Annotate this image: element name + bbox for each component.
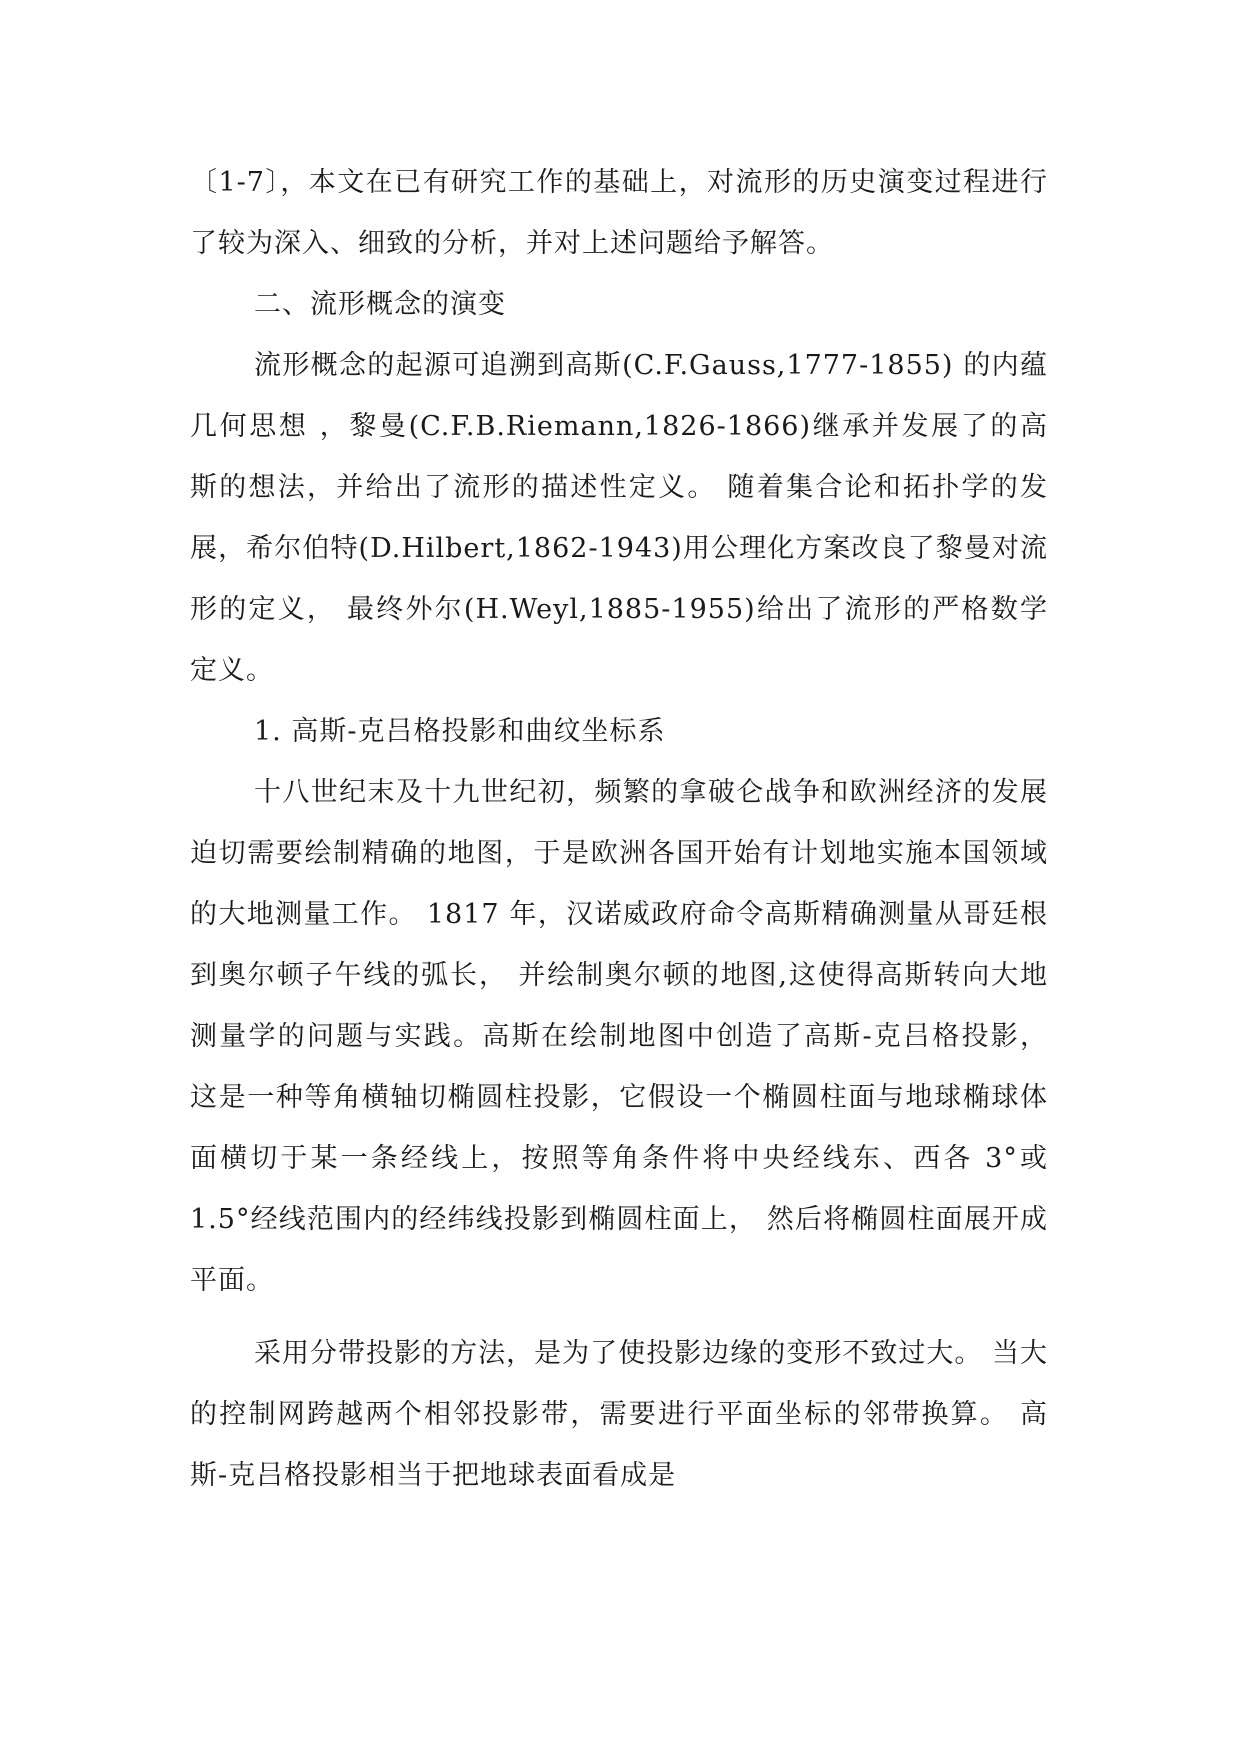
paragraph-manifold-origin: 流形概念的起源可追溯到高斯(C.F.Gauss,1777-1855) 的内蕴几何思想 ，黎曼(C.F.B.Riemann,1826-1866)继承并发展了的高斯的想法，并给出了流形的描述性定义。 随着集合论和拓扑学的发展，希尔伯特(D.Hilbert,1862-1943)用公理化方案改良了黎曼对流形的定义， 最终外尔(H.Weyl,1885-1955)给出了流形的严格数学定义。 xyxy=(190,350,1048,686)
paragraph-intro-continuation: 〔1-7〕，本文在已有研究工作的基础上，对流形的历史演变过程进行了较为深入、细致的分析，并对上述问题给予解答。 xyxy=(190,167,1048,259)
document-page xyxy=(190,152,1048,1506)
subsection-heading-gauss-kruger: 1. 高斯-克吕格投影和曲纹坐标系 xyxy=(254,716,666,747)
paragraph-gauss-kruger-projection: 十八世纪末及十九世纪初，频繁的拿破仑战争和欧洲经济的发展迫切需要绘制精确的地图，于是欧洲各国开始有计划地实施本国领域的大地测量工作。 1817 年，汉诺威政府命令高斯精确测量从哥廷根到奥尔顿子午线的弧长， 并绘制奥尔顿的地图,这使得高斯转向大地测量学的问题与实践。高斯在绘制地图中创造了高斯-克吕格投影， 这是一种等角横轴切椭圆柱投影，它假设一个椭圆柱面与地球椭球体面横切于某一条经线上，按照等角条件将中央经线东、西各 3°或 1.5°经线范围内的经纬线投影到椭圆柱面上， 然后将椭圆柱面展开成平面。 xyxy=(190,777,1048,1296)
section-heading-concept-evolution: 二、流形概念的演变 xyxy=(254,289,506,320)
paragraph-zone-projection: 采用分带投影的方法，是为了使投影边缘的变形不致过大。 当大的控制网跨越两个相邻投影带，需要进行平面坐标的邻带换算。 高斯-克吕格投影相当于把地球表面看成是 xyxy=(190,1338,1048,1491)
